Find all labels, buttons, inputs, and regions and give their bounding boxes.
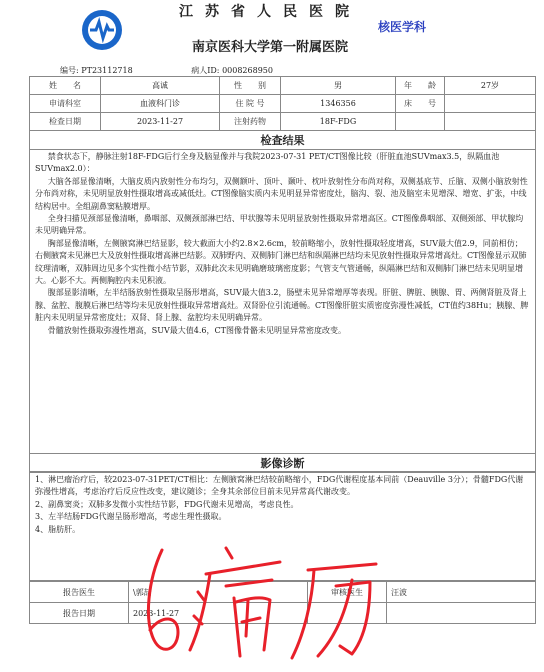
- admission-label: 住 院 号: [220, 95, 281, 113]
- age-label: 年 龄: [396, 77, 445, 95]
- report-header: [0, 0, 544, 62]
- findings-paragraph: 禁食状态下，静脉注射18F-FDG后行全身及脑显像并与我院2023-07-31 PET/CT图像比较（肝脏血池SUVmax3.5，纵隔血池SUVmax2.0）：: [35, 152, 500, 174]
- diagnosis-item: 2、副鼻窦炎；双肺多发微小实性结节影，FDG代谢未见增高，考虑良性。: [35, 499, 299, 509]
- patient-age: 27岁: [445, 77, 536, 95]
- admission-no: 1346356: [281, 95, 396, 113]
- reviewer-label: 审核医生: [308, 582, 387, 603]
- findings-paragraph: 胸部显像清晰，左侧腋窝淋巴结显影，较大截面大小约2.8×2.6cm，较前略缩小，放射性摄取轻度增高，SUV最大值2.9，同前相仿；右侧腋窝未见淋巴大及放射性摄取增高淋巴结影。双肺野内、双侧肺门淋巴结和纵隔淋巴结均未见放射性摄取异常增高灶。CT图像显示双肺纹理清晰，双肺周边见多个实性微小结节影，双肺此次未见明确磨玻璃密度影；气管支气管通畅，纵隔淋巴结和双侧肺门淋巴结未见明显增大。心影不大。两侧胸腔内未见积液。: [35, 238, 527, 286]
- findings-paragraph: 全身扫描见颈部显像清晰，鼻咽部、双侧颈部淋巴结、甲状腺等未见明显放射性摄取异常增高区。CT图像鼻咽部、双侧颈部、甲状腺均未见明确异常。: [35, 214, 524, 236]
- patient-gender: 男: [281, 77, 396, 95]
- hospital-subtitle: 南京医科大学第一附属医院: [191, 40, 348, 55]
- dept-label: 申请科室: [30, 95, 101, 113]
- report-no: PT23112718: [81, 66, 133, 75]
- handwritten-annotation: [140, 540, 440, 672]
- patient-info-table: [29, 76, 536, 131]
- findings-box: [29, 149, 536, 472]
- tracer-label: 注射药物: [220, 113, 281, 131]
- diagnosis-item: 1、淋巴瘤治疗后，较2023-07-31PET/CT相比：左侧腋窝淋巴结较前略缩小，FDG代谢程度基本同前（Deauville 3分）；骨髓FDG代谢弥漫性增高，考虑治疗后反应性改变，建议随诊；全身其余部位目前未见异常高代谢改变。: [35, 475, 524, 497]
- findings-paragraph: 大脑各部显像清晰，大脑皮质内放射性分布均匀，双侧额叶、顶叶、颞叶、枕叶放射性分布尚对称，双侧基底节、丘脑、双侧小脑放射性分布尚对称，未见明显放射性摄取增高或减低灶。CT图像脑实质内未见明显异常密度灶，脑沟、裂、池及脑室未见增深、增宽、扩张，中线结构居中。全组副鼻窦粘膜增厚。: [35, 176, 528, 211]
- patient-name: 高诚: [101, 77, 220, 95]
- exam-date: 2023-11-27: [101, 113, 220, 131]
- report-ids: [60, 65, 329, 76]
- findings-title: 检查结果: [29, 130, 536, 150]
- hospital-name: 江苏省人民医院: [179, 4, 361, 20]
- tracer: 18F-FDG: [281, 113, 396, 131]
- report-no-label: 编号:: [60, 66, 79, 75]
- hospital-logo-icon: [80, 8, 124, 52]
- diagnosis-item: 3、左半结肠FDG代谢呈肠形增高，考虑生理性摄取。: [35, 512, 227, 522]
- diagnosis-item: 4、脂肪肝。: [35, 524, 81, 534]
- request-dept: 血液科门诊: [101, 95, 220, 113]
- report-date: 2023-11-27: [129, 603, 308, 624]
- patient-id-label: 病人ID:: [191, 66, 220, 75]
- findings-paragraph: 腹部显影清晰，左半结肠放射性摄取呈肠形增高，SUV最大值3.2，肠壁未见异常增厚等表现。肝脏、脾脏、胰腺、胃、两侧肾脏及肾上腺、盆腔、腹膜后淋巴结等均未见放射性摄取异常增高灶。双肾卧位引流通畅。CT图像肝脏实质密度弥漫性减低，CT值约38Hu；胰腺、脾脏内未见明显异常密度灶；双肾、肾上腺、盆腔均未见明确异常。: [35, 288, 529, 323]
- bed-no: [445, 95, 536, 113]
- findings-paragraph: 骨髓放射性摄取弥漫性增高，SUV最大值4.6，CT图像骨骼未见明显异常密度改变。: [47, 325, 346, 335]
- reporter-label: 报告医生: [30, 582, 129, 603]
- reporter-name: \郭喆: [129, 582, 308, 603]
- department-label: 核医学科: [378, 20, 427, 34]
- gender-label: 性 别: [220, 77, 281, 95]
- reviewer-name: 汪波: [387, 582, 536, 603]
- diagnosis-title: 影像诊断: [29, 453, 536, 473]
- patient-id: 0008268950: [222, 66, 273, 75]
- exam-date-label: 检查日期: [30, 113, 101, 131]
- report-date-label: 报告日期: [30, 603, 129, 624]
- bed-label: 床 号: [396, 95, 445, 113]
- name-label: 姓 名: [30, 77, 101, 95]
